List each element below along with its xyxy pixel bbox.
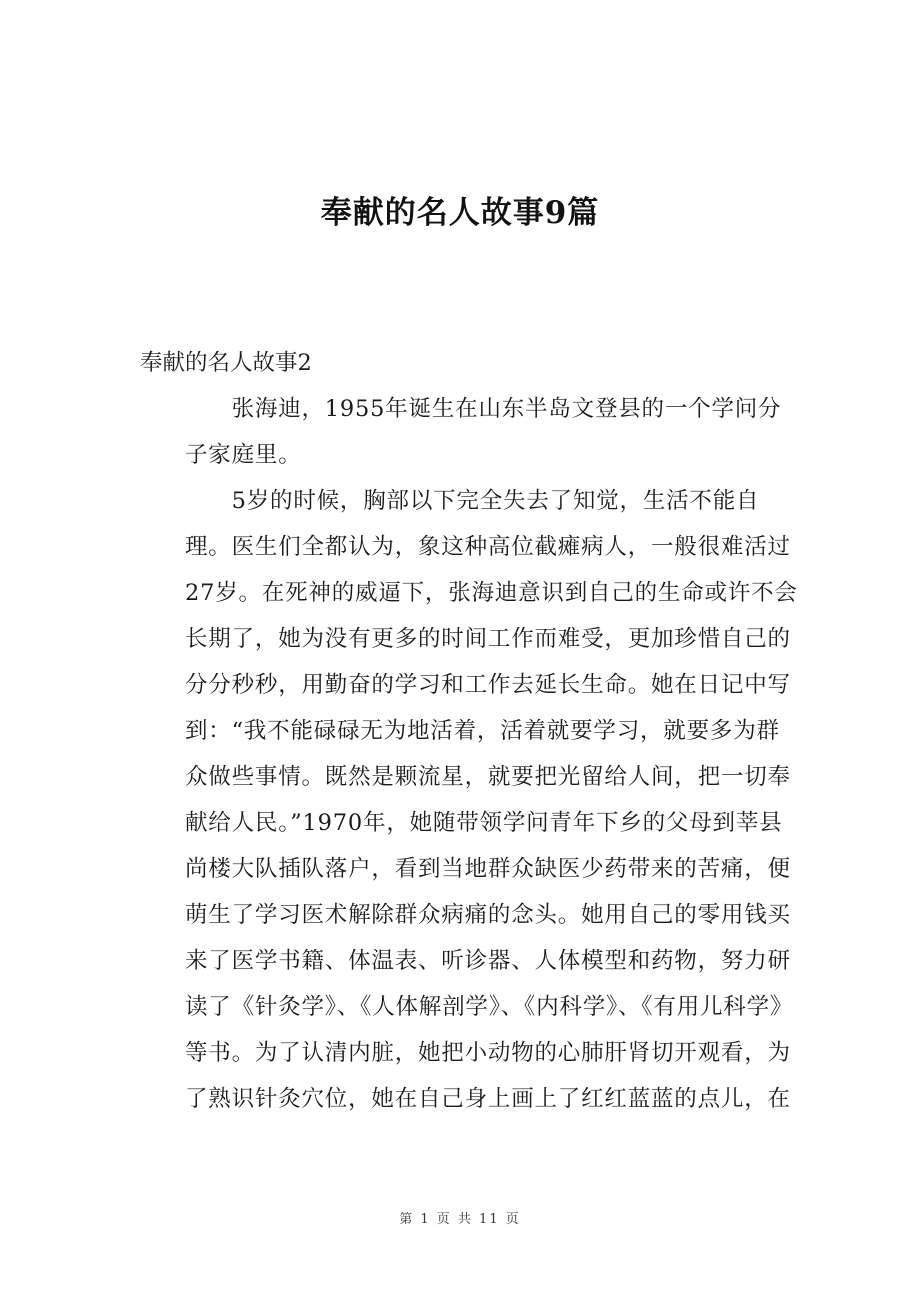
text-line: 理。医生们全都认为，象这种高位截瘫病人，一般很难活过 [185, 534, 791, 560]
text-line: 子家庭里。 [185, 442, 302, 468]
text-line: 长期了，她为没有更多的时间工作而难受，更加珍惜自己的 [185, 626, 791, 652]
paragraph-2 [140, 478, 806, 1122]
section-heading: 奉献的名人故事2 [140, 350, 312, 376]
text-line: 了熟识针灸穴位，她在自己身上画上了红红蓝蓝的点儿，在 [185, 1086, 791, 1112]
document-body [140, 340, 806, 1122]
document-title: 奉献的名人故事9篇 [320, 195, 600, 231]
page-footer: 第 1 页 共 11 页 [399, 1212, 521, 1227]
text-line: 众做些事情。既然是颗流星，就要把光留给人间，把一切奉 [185, 764, 791, 790]
text-line: 到：“我不能碌碌无为地活着，活着就要学习，就要多为群 [185, 718, 780, 744]
text-line: 等书。为了认清内脏，她把小动物的心肺肝肾切开观看，为 [185, 1040, 791, 1066]
text-line: 读了《针灸学》、《人体解剖学》、《内科学》、《有用儿科学》 [185, 994, 794, 1020]
paragraph-1 [140, 386, 806, 478]
text-line: 尚楼大队插队落户，看到当地群众缺医少药带来的苦痛，便 [185, 856, 791, 882]
text-line: 分分秒秒，用勤奋的学习和工作去延长生命。她在日记中写 [185, 672, 791, 698]
text-line: 献给人民。”1970年，她随带领学问青年下乡的父母到莘县 [185, 810, 783, 836]
text-line: 萌生了学习医术解除群众病痛的念头。她用自己的零用钱买 [185, 902, 791, 928]
text-line: 27岁。在死神的威逼下，张海迪意识到自己的生命或许不会 [185, 580, 798, 606]
text-line: 张海迪，1955年诞生在山东半岛文登县的一个学问分 [185, 396, 782, 422]
text-line: 5岁的时候，胸部以下完全失去了知觉，生活不能自 [185, 488, 760, 514]
text-line: 来了医学书籍、体温表、听诊器、人体模型和药物，努力研 [185, 948, 791, 974]
